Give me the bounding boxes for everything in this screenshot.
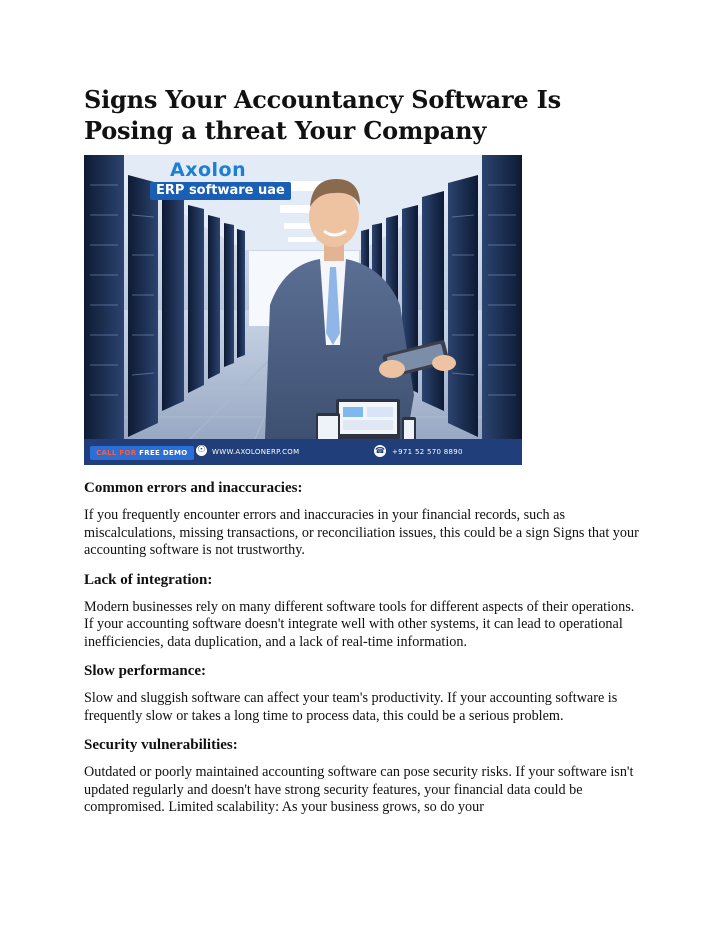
document-page bbox=[84, 84, 644, 828]
section-body: If you frequently encounter errors and inaccuracies in your financial records, such as miscalculations, missing transactions, or reconciliation issues, this could be a sign Signs that your accounting software is not trustworthy. bbox=[84, 507, 639, 558]
banner-footer-bar bbox=[84, 439, 522, 465]
hero-banner-image bbox=[84, 155, 522, 465]
article-title: Signs Your Accountancy Software Is Posing a threat Your Company bbox=[84, 85, 561, 145]
section-heading: Common errors and inaccuracies: bbox=[84, 480, 303, 496]
brand-tagline: ERP software uae bbox=[150, 182, 291, 200]
cta-demo-text: FREE DEMO bbox=[136, 449, 188, 457]
section-security bbox=[84, 736, 644, 817]
website-link[interactable]: WWW.AXOLONERP.COM bbox=[212, 448, 300, 456]
section-heading: Security vulnerabilities: bbox=[84, 737, 238, 753]
section-heading: Slow performance: bbox=[84, 663, 207, 679]
section-body: Outdated or poorly maintained accounting software can pose security risks. If your software isn't updated regularly and doesn't have strong security features, your financial data could be compromised. Limited scalability: As your business grows, so do your bbox=[84, 764, 634, 815]
server-room-illustration bbox=[84, 155, 522, 465]
cta-call-text: CALL FOR bbox=[96, 449, 137, 457]
globe-icon: ☉ bbox=[197, 445, 206, 455]
section-body: Modern businesses rely on many different software tools for different aspects of their operations. If your accounting software doesn't integrate well with other systems, it can lead to operational inefficiencies, data duplication, and a lack of real-time information. bbox=[84, 598, 635, 650]
brand-logo: Axolon bbox=[170, 159, 247, 181]
section-integration bbox=[84, 571, 644, 652]
section-errors bbox=[84, 479, 644, 560]
phone-number[interactable]: +971 52 570 8890 bbox=[392, 448, 463, 456]
section-body: Slow and sluggish software can affect your team's productivity. If your accounting software is frequently slow or takes a long time to process data, this could be a serious problem. bbox=[84, 690, 618, 724]
free-demo-button[interactable] bbox=[90, 446, 194, 460]
section-performance bbox=[84, 662, 644, 725]
section-heading: Lack of integration: bbox=[84, 571, 213, 588]
phone-icon: ☎ bbox=[375, 446, 385, 455]
